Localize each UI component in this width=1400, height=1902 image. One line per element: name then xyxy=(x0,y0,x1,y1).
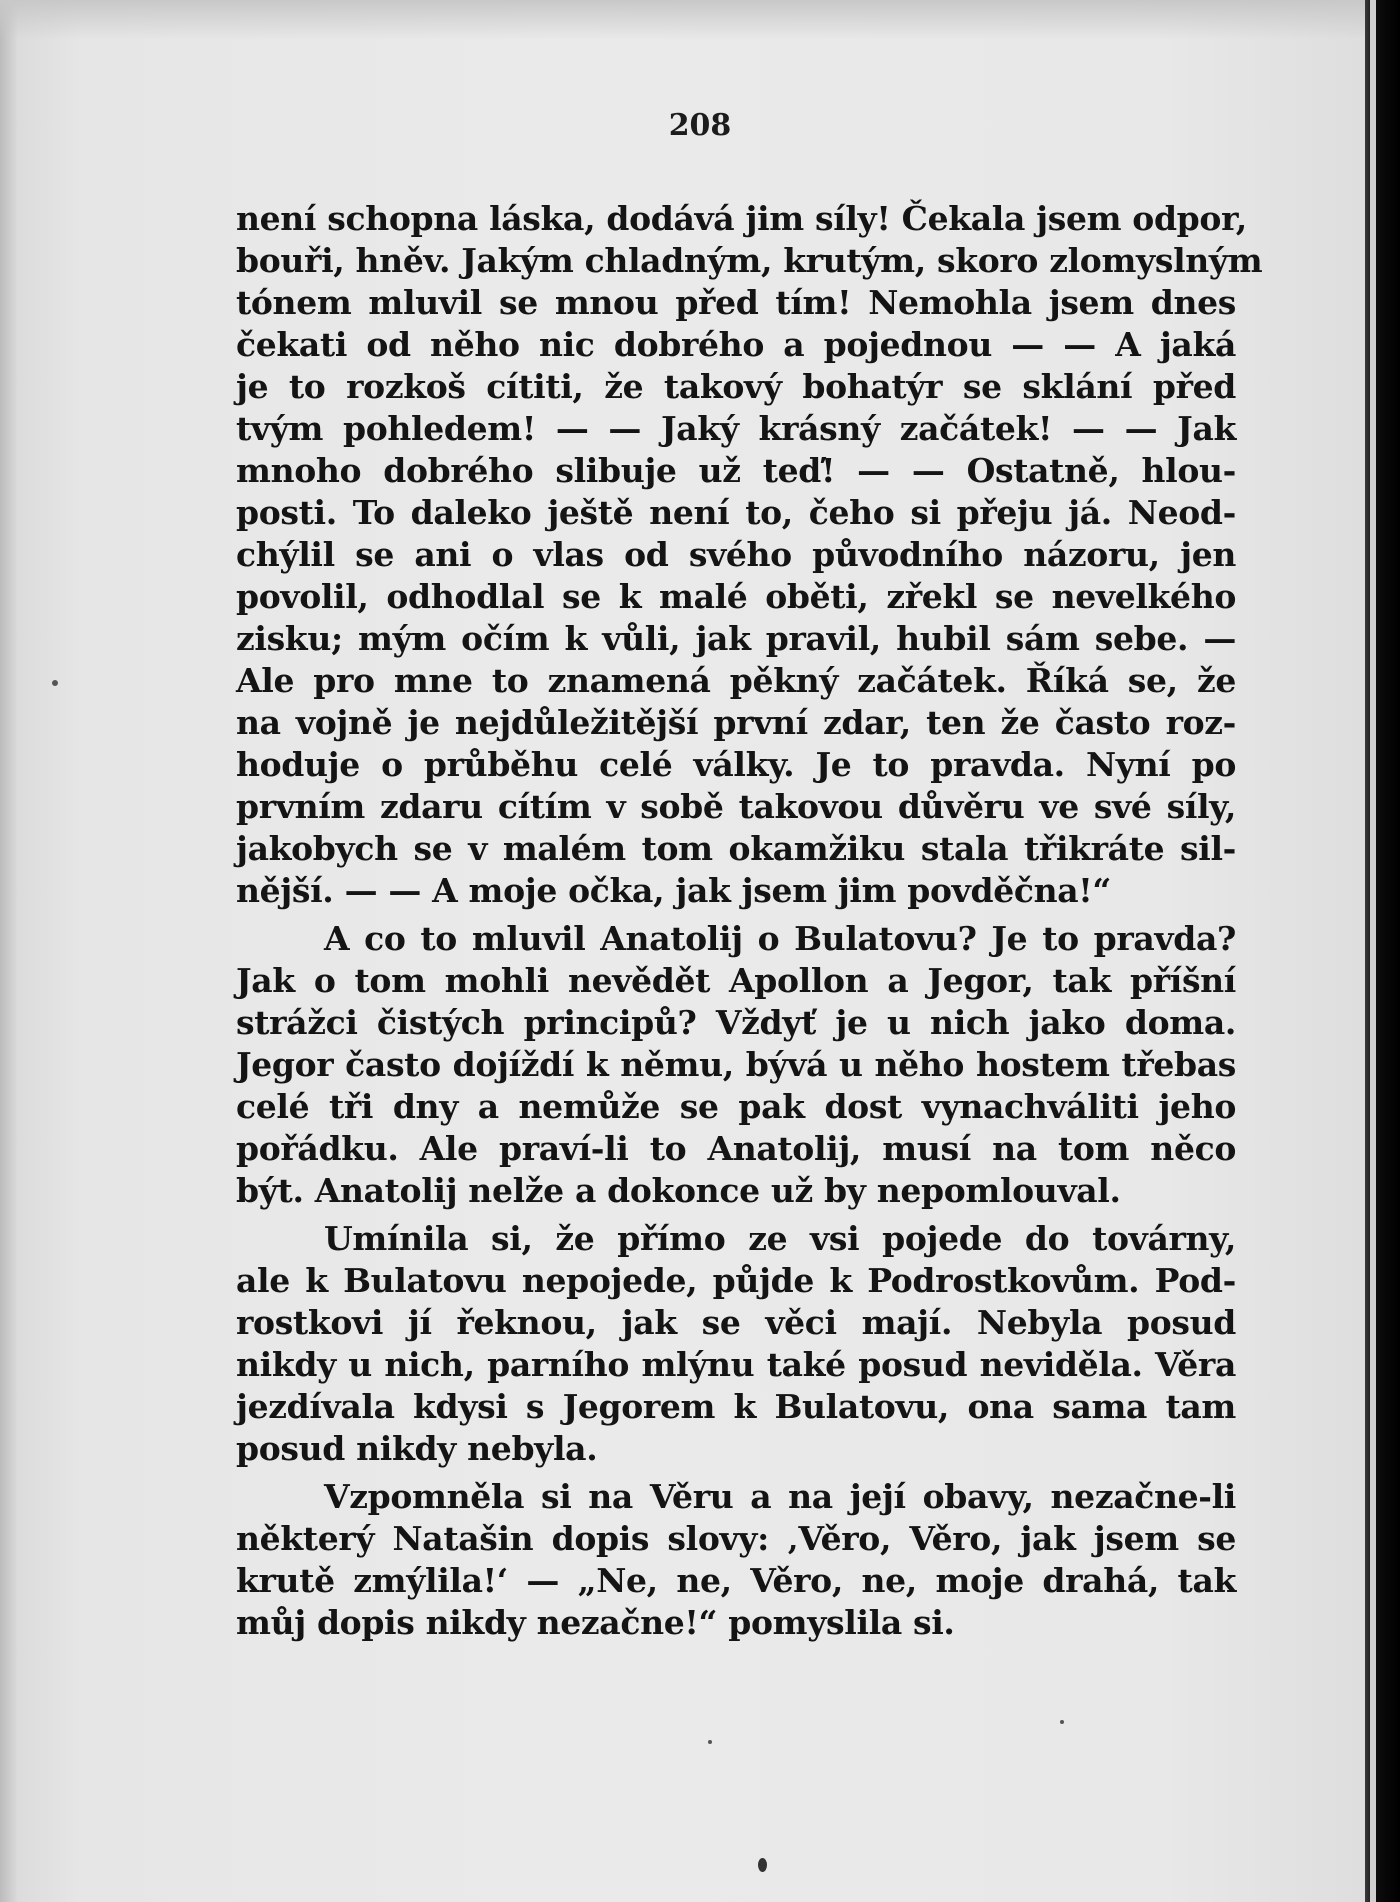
text-line: povolil, odhodlal se k malé oběti, zřekl se nevelkého xyxy=(236,577,1236,616)
text-line: strážci čistých principů? Vždyť je u nich jako doma. xyxy=(236,1003,1236,1042)
paragraph xyxy=(236,918,1236,1212)
text-line: Jak o tom mohli nevědět Apollon a Jegor, tak příšní xyxy=(236,961,1236,1000)
paragraph xyxy=(236,198,1263,912)
text-line: A co to mluvil Anatolij o Bulatovu? Je to pravda? xyxy=(324,919,1236,958)
text-line: můj dopis nikdy nezačne!“ pomyslila si. xyxy=(236,1603,955,1642)
text-line: bouři, hněv. Jakým chladným, krutým, skoro zlomyslným xyxy=(236,241,1263,280)
text-line: čekati od něho nic dobrého a pojednou — — A jaká xyxy=(236,325,1236,364)
text-line: nější. — — A moje očka, jak jsem jim povděčna!“ xyxy=(236,871,1112,910)
scan-speck xyxy=(708,1740,712,1744)
text-line: na vojně je nejdůležitější první zdar, ten že často roz- xyxy=(236,703,1236,742)
text-line: nikdy u nich, parního mlýnu také posud neviděla. Věra xyxy=(236,1345,1236,1384)
text-line: posti. To daleko ještě není to, čeho si přeju já. Neod- xyxy=(236,493,1236,532)
paragraph xyxy=(236,1218,1236,1470)
text-line: Umínila si, že přímo ze vsi pojede do továrny, xyxy=(324,1219,1236,1258)
page-edge-shadow xyxy=(0,0,18,1902)
page-number: 208 xyxy=(668,108,732,143)
next-page-edge xyxy=(1370,0,1376,1902)
body-text xyxy=(236,198,1263,1644)
scan-speck xyxy=(52,680,58,686)
paragraph xyxy=(236,1476,1236,1644)
text-line: celé tři dny a nemůže se pak dost vynachváliti jeho xyxy=(236,1087,1236,1126)
text-line: Jegor často dojíždí k němu, bývá u něho hostem třebas xyxy=(236,1045,1236,1084)
text-line: prvním zdaru cítím v sobě takovou důvěru ve své síly, xyxy=(236,787,1236,826)
text-line: pořádku. Ale praví-li to Anatolij, musí na tom něco xyxy=(236,1129,1236,1168)
text-line: tvým pohledem! — — Jaký krásný začátek! — — Jak xyxy=(236,409,1236,448)
text-line: ale k Bulatovu nepojede, půjde k Podrostkovům. Pod- xyxy=(236,1261,1236,1300)
text-line: chýlil se ani o vlas od svého původního názoru, jen xyxy=(236,535,1236,574)
scan-speck xyxy=(1060,1720,1064,1724)
text-line: Ale pro mne to znamená pěkný začátek. Říká se, že xyxy=(236,661,1236,700)
scan-speck xyxy=(758,1858,767,1872)
text-line: některý Natašin dopis slovy: ‚Věro, Věro, jak jsem se xyxy=(236,1519,1236,1558)
text-line: být. Anatolij nelže a dokonce už by nepomlouval. xyxy=(236,1171,1121,1210)
text-line: tónem mluvil se mnou před tím! Nemohla jsem dnes xyxy=(236,283,1236,322)
text-line: rostkovi jí řeknou, jak se věci mají. Nebyla posud xyxy=(236,1303,1236,1342)
page-top-shadow xyxy=(0,0,1365,40)
text-line: jezdívala kdysi s Jegorem k Bulatovu, ona sama tam xyxy=(236,1387,1236,1426)
text-line: Vzpomněla si na Věru a na její obavy, nezačne-li xyxy=(324,1477,1236,1516)
text-line: mnoho dobrého slibuje už teď! — — Ostatně, hlou- xyxy=(236,451,1236,490)
text-line: hoduje o průběhu celé války. Je to pravda. Nyní po xyxy=(236,745,1236,784)
text-line: je to rozkoš cítiti, že takový bohatýr se sklání před xyxy=(236,367,1236,406)
text-line: posud nikdy nebyla. xyxy=(236,1429,598,1468)
text-line: krutě zmýlila!‘ — „Ne, ne, Věro, ne, moje drahá, tak xyxy=(236,1561,1236,1600)
text-line: není schopna láska, dodává jim síly! Čekala jsem odpor, xyxy=(236,199,1247,238)
text-line: zisku; mým očím k vůli, jak pravil, hubil sám sebe. — xyxy=(236,619,1236,658)
text-line: jakobych se v malém tom okamžiku stala třikráte sil- xyxy=(236,829,1236,868)
